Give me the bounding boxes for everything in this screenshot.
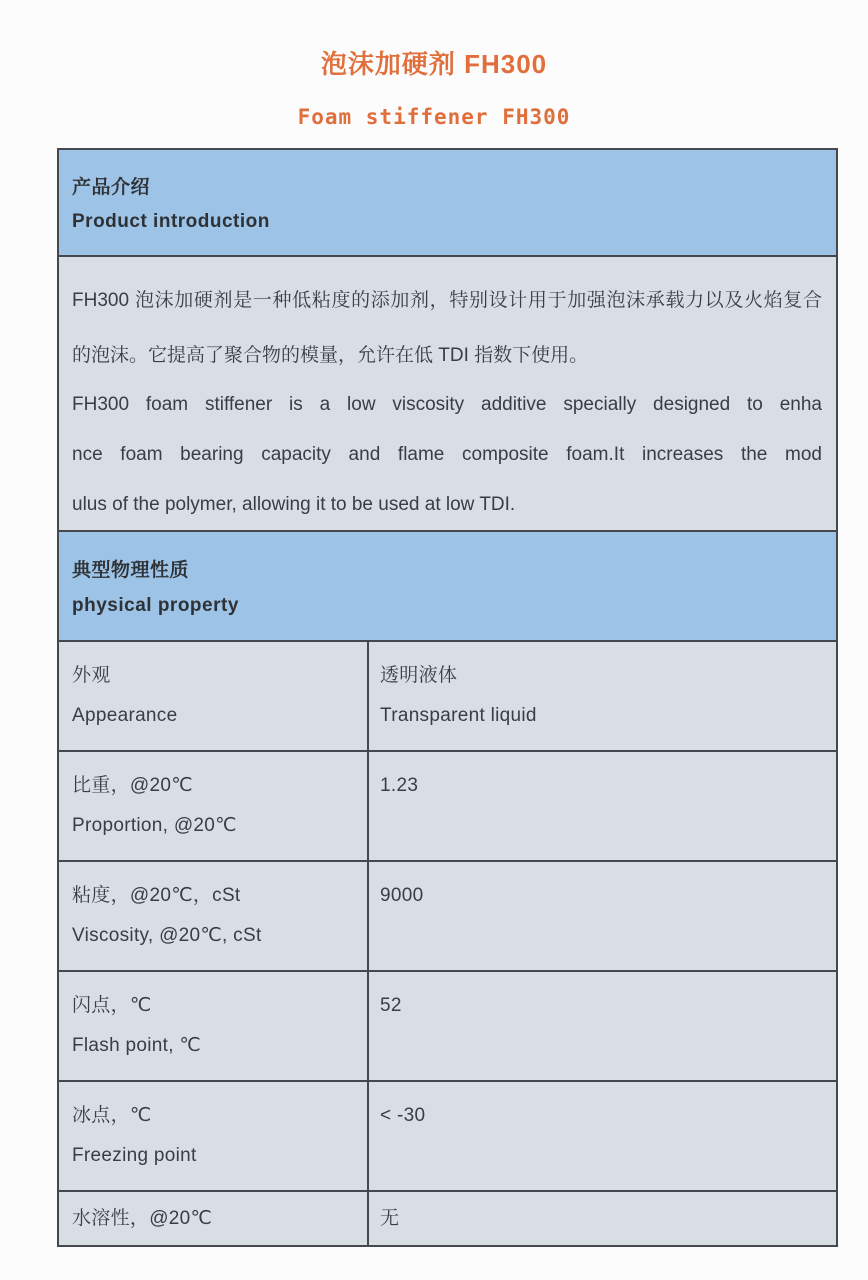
row-label-cell <box>59 1082 369 1190</box>
section-heading-en: physical property <box>72 595 239 617</box>
description-line: FH300 foam stiffener is a low viscosity additive specially designed to enha <box>72 394 822 416</box>
value-line: 1.23 <box>380 775 419 796</box>
table-row-flash-point <box>59 970 836 1080</box>
label-zh: 闪点，℃ <box>72 995 152 1016</box>
row-value-cell <box>369 1082 836 1190</box>
label-zh: 粘度，@20℃，cSt <box>72 885 241 906</box>
description-line: ulus of the polymer, allowing it to be used at low TDI. <box>72 494 516 516</box>
label-en: Appearance <box>72 705 178 726</box>
row-value-cell <box>369 972 836 1080</box>
label-zh: 外观 <box>72 665 111 686</box>
table-row-appearance <box>59 640 836 750</box>
value-line: 无 <box>380 1207 400 1229</box>
section-header-product-introduction <box>59 150 836 255</box>
label-zh: 冰点，℃ <box>72 1105 152 1126</box>
row-label-cell <box>59 752 369 860</box>
label-zh: 水溶性，@20℃ <box>72 1207 213 1229</box>
description-line: 的泡沫。它提高了聚合物的模量，允许在低 TDI 指数下使用。 <box>72 344 589 366</box>
value-line <box>380 1034 836 1058</box>
value-line: 9000 <box>380 885 424 906</box>
table-row-freezing-point <box>59 1080 836 1190</box>
page-title-zh: 泡沫加硬剂 FH300 <box>320 49 548 79</box>
table-row-proportion <box>59 750 836 860</box>
description-line: FH300 泡沫加硬剂是一种低粘度的添加剂，特别设计用于加强泡沫承载力以及火焰复合 <box>72 289 822 311</box>
row-value-cell <box>369 752 836 860</box>
product-description <box>59 255 836 530</box>
section-header-physical-property <box>59 530 836 640</box>
label-en: Flash point, ℃ <box>72 1035 202 1056</box>
product-datasheet-table <box>57 148 838 1247</box>
section-heading-en: Product introduction <box>72 211 270 232</box>
description-line: nce foam bearing capacity and flame composite foam.It increases the mod <box>72 444 822 466</box>
value-line <box>380 814 836 838</box>
section-heading-zh: 典型物理性质 <box>72 559 190 581</box>
row-label-cell <box>59 1192 369 1245</box>
value-line: 52 <box>380 995 402 1016</box>
property-rows <box>59 640 836 1245</box>
label-en: Freezing point <box>72 1145 197 1166</box>
row-label-cell <box>59 972 369 1080</box>
label-zh: 比重，@20℃ <box>72 775 193 796</box>
label-en: Viscosity, @20℃, cSt <box>72 925 262 946</box>
value-line: 透明液体 <box>380 665 458 686</box>
row-value-cell <box>369 862 836 970</box>
table-row-viscosity <box>59 860 836 970</box>
row-label-cell <box>59 642 369 750</box>
table-row-water-solubility <box>59 1190 836 1245</box>
value-line: < -30 <box>380 1105 426 1126</box>
label-en: Proportion, @20℃ <box>72 815 237 836</box>
value-line: Transparent liquid <box>380 705 537 726</box>
value-line <box>380 924 836 948</box>
row-label-cell <box>59 862 369 970</box>
row-value-cell <box>369 642 836 750</box>
section-heading-zh: 产品介绍 <box>72 177 151 198</box>
value-line <box>380 1144 836 1168</box>
row-value-cell <box>369 1192 836 1245</box>
page-title-en: Foam stiffener FH300 <box>297 105 571 129</box>
